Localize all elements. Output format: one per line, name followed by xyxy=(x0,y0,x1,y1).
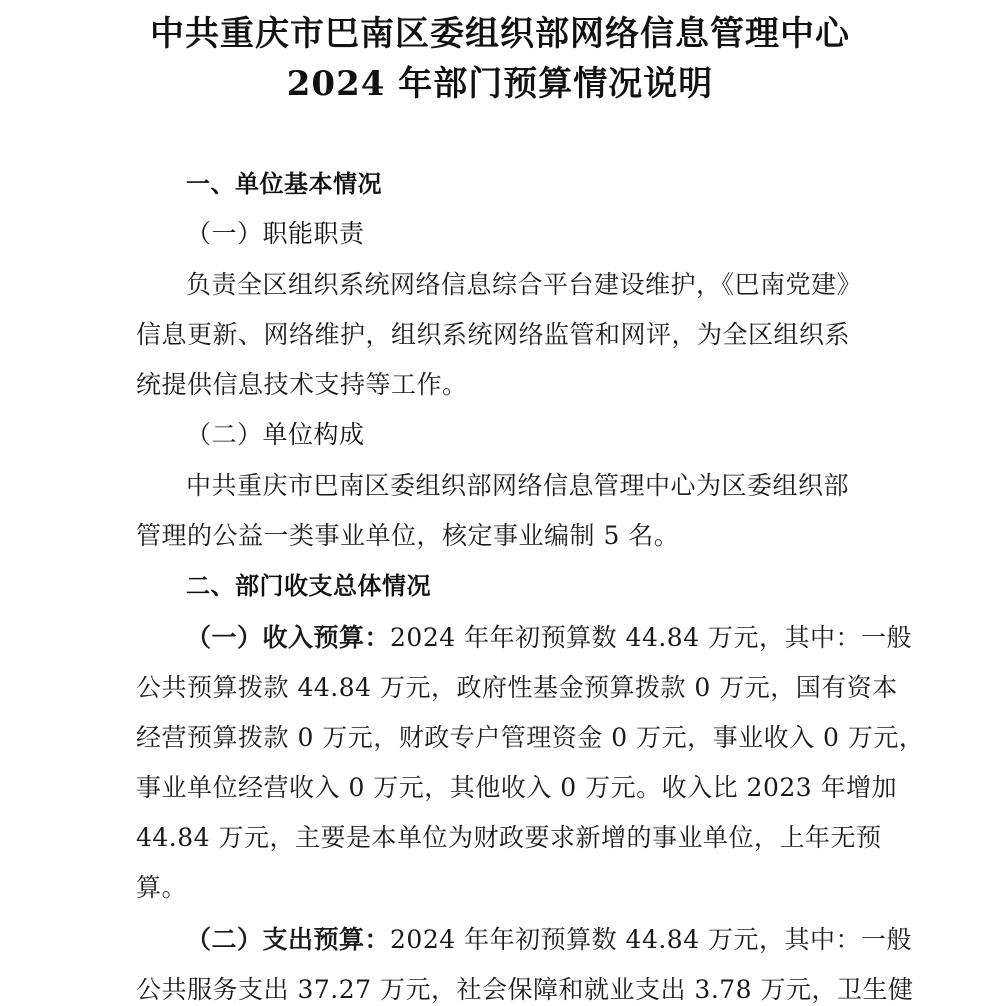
document-title-line1: 中共重庆市巴南区委组织部网络信息管理中心 xyxy=(150,14,850,54)
paragraph-line: 统提供信息技术支持等工作。 xyxy=(136,370,468,399)
document-title-line2: 2024 年部门预算情况说明 xyxy=(286,64,714,104)
section1-heading: 一、单位基本情况 xyxy=(186,170,382,198)
paragraph-line: 管理的公益一类事业单位，核定事业编制 5 名。 xyxy=(136,521,680,550)
section1-sub1-heading: （一）职能职责 xyxy=(186,219,365,248)
income-first-line xyxy=(186,618,912,654)
expense-text: 2024 年年初预算数 44.84 万元，其中：一般 xyxy=(390,925,913,954)
expense-first-line xyxy=(186,920,912,956)
paragraph-line: 中共重庆市巴南区委组织部网络信息管理中心为区委组织部 xyxy=(186,471,850,500)
paragraph-line: 公共服务支出 37.27 万元，社会保障和就业支出 3.78 万元，卫生健 xyxy=(136,975,914,1004)
paragraph-line: 事业单位经营收入 0 万元，其他收入 0 万元。收入比 2023 年增加 xyxy=(136,773,898,802)
paragraph-line: 公共预算拨款 44.84 万元，政府性基金预算拨款 0 万元，国有资本 xyxy=(136,673,898,702)
section2-heading: 二、部门收支总体情况 xyxy=(186,572,431,600)
income-label: （一）收入预算： xyxy=(186,623,391,652)
paragraph-line: 44.84 万元，主要是本单位为财政要求新增的事业单位，上年无预 xyxy=(136,823,882,852)
paragraph-line: 经营预算拨款 0 万元，财政专户管理资金 0 万元，事业收入 0 万元， xyxy=(136,723,925,752)
expense-label: （二）支出预算： xyxy=(186,925,391,954)
section1-sub2-heading: （二）单位构成 xyxy=(186,420,365,449)
paragraph-line: 算。 xyxy=(136,873,188,902)
income-text: 2024 年年初预算数 44.84 万元，其中：一般 xyxy=(390,623,913,652)
paragraph-line: 信息更新、网络维护，组织系统网络监管和网评，为全区组织系 xyxy=(136,320,851,349)
paragraph-line: 负责全区组织系统网络信息综合平台建设维护，《巴南党建》 xyxy=(186,270,863,299)
